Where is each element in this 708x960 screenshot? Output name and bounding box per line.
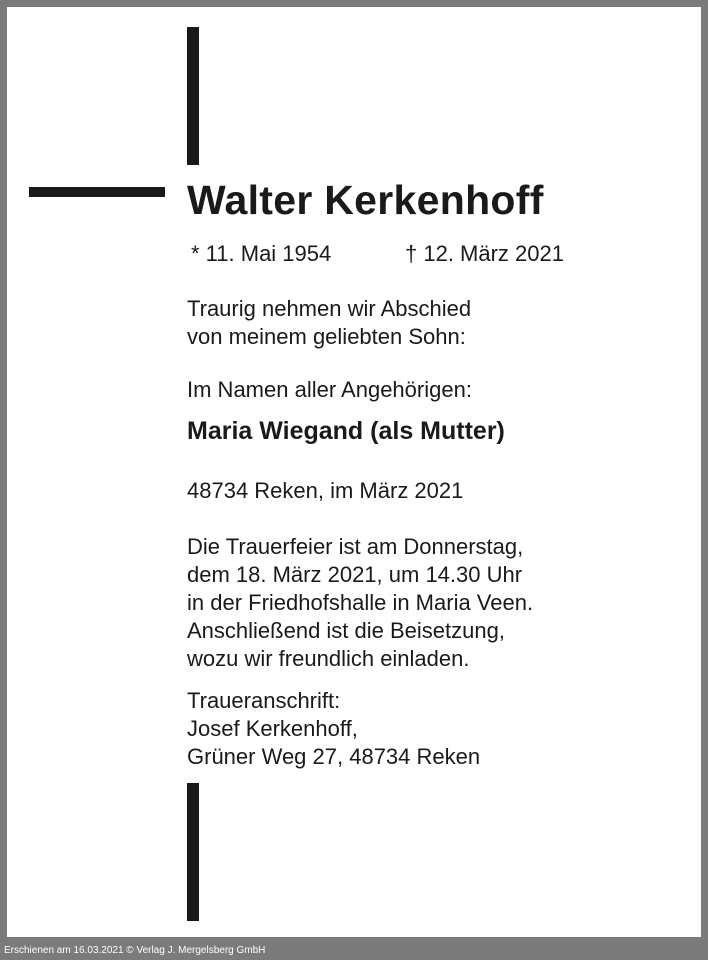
ceremony-line: dem 18. März 2021, um 14.30 Uhr	[187, 562, 523, 587]
address-line: Traueranschrift:	[187, 688, 341, 713]
place-date: 48734 Reken, im März 2021	[187, 478, 464, 503]
cross-bottom-bar	[187, 783, 199, 921]
publication-credit: Erschienen am 16.03.2021 © Verlag J. Mergelsberg GmbH	[4, 945, 266, 956]
ceremony-text	[187, 533, 533, 673]
death-date: † 12. März 2021	[405, 241, 564, 266]
ceremony-line: in der Friedhofshalle in Maria Veen.	[187, 590, 534, 615]
signer-name: Maria Wiegand (als Mutter)	[187, 417, 505, 445]
address-line: Josef Kerkenhoff,	[187, 716, 358, 741]
mourning-address	[187, 687, 480, 771]
on-behalf-text: Im Namen aller Angehörigen:	[187, 377, 472, 402]
farewell-line: Traurig nehmen wir Abschied	[187, 296, 472, 321]
cross-left-bar	[29, 187, 165, 197]
obituary-page	[7, 7, 701, 937]
ceremony-line: wozu wir freundlich einladen.	[187, 646, 470, 671]
farewell-text	[187, 295, 471, 351]
address-line: Grüner Weg 27, 48734 Reken	[187, 744, 481, 769]
ceremony-line: Die Trauerfeier ist am Donnerstag,	[187, 534, 524, 559]
cross-top-bar	[187, 27, 199, 165]
deceased-name: Walter Kerkenhoff	[187, 177, 544, 223]
farewell-line: von meinem geliebten Sohn:	[187, 324, 466, 349]
birth-date: * 11. Mai 1954	[191, 241, 332, 266]
ceremony-line: Anschließend ist die Beisetzung,	[187, 618, 505, 643]
